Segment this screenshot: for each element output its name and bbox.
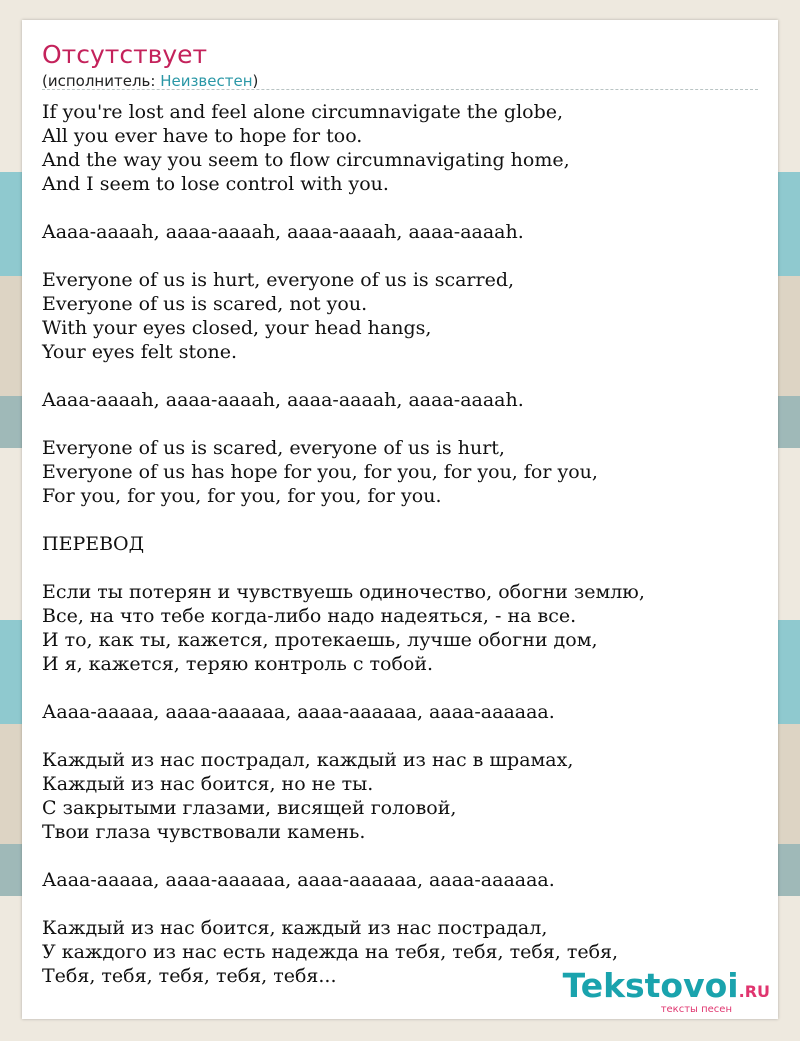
artist-suffix: ) <box>252 72 259 90</box>
lyric-line: Твои глаза чувствовали камень. <box>42 821 366 843</box>
lyric-line <box>42 892 758 916</box>
lyric-line: Aaaa-aaaah, aaaa-aaaah, aaaa-aaaah, aaaa-aaaah. <box>42 221 524 243</box>
lyrics-card <box>22 20 778 1019</box>
lyric-line: With your eyes closed, your head hangs, <box>42 317 432 339</box>
lyric-line <box>42 844 758 868</box>
lyric-line <box>42 556 758 580</box>
lyrics-text <box>42 100 758 988</box>
lyric-line: Everyone of us is hurt, everyone of us is scarred, <box>42 269 515 291</box>
lyric-line: Каждый из нас пострадал, каждый из нас в шрамах, <box>42 749 574 771</box>
lyric-line: Аааа-ааааа, аааа-аааааа, аааа-аааааа, аааа-аааааа. <box>42 701 555 723</box>
logo-wordmark <box>562 966 770 1009</box>
artist-link[interactable]: Неизвестен <box>160 72 253 90</box>
lyric-line: Все, на что тебе когда-либо надо надеяться, - на все. <box>42 605 577 627</box>
title-divider <box>42 89 758 90</box>
lyric-line <box>42 412 758 436</box>
lyric-line: All you ever have to hope for too. <box>42 125 363 147</box>
lyric-line: Your eyes felt stone. <box>42 341 238 363</box>
lyric-line: И то, как ты, кажется, протекаешь, лучше обогни дом, <box>42 629 598 651</box>
lyric-line <box>42 724 758 748</box>
artist-line <box>42 71 258 91</box>
lyric-line: Everyone of us has hope for you, for you, for you, for you, <box>42 461 598 483</box>
lyric-line: Каждый из нас боится, но не ты. <box>42 773 374 795</box>
lyric-line <box>42 508 758 532</box>
lyric-line <box>42 676 758 700</box>
logo-main-text: Tekstovoi <box>562 966 739 1005</box>
lyric-line: И я, кажется, теряю контроль с тобой. <box>42 653 434 675</box>
lyric-line: Aaaa-aaaah, aaaa-aaaah, aaaa-aaaah, aaaa-aaaah. <box>42 389 524 411</box>
lyric-line <box>42 244 758 268</box>
lyric-line: And I seem to lose control with you. <box>42 173 389 195</box>
lyric-line: ПЕРЕВОД <box>42 533 145 555</box>
lyric-line: С закрытыми глазами, висящей головой, <box>42 797 457 819</box>
lyric-line: Тебя, тебя, тебя, тебя, тебя... <box>42 965 337 987</box>
artist-prefix: (исполнитель: <box>42 72 161 90</box>
lyric-line <box>42 364 758 388</box>
lyric-line: Каждый из нас боится, каждый из нас пострадал, <box>42 917 548 939</box>
lyric-line: If you're lost and feel alone circumnavigate the globe, <box>42 101 564 123</box>
site-logo[interactable] <box>562 966 770 1015</box>
lyric-line <box>42 196 758 220</box>
lyric-line: Everyone of us is scared, not you. <box>42 293 368 315</box>
lyric-line: У каждого из нас есть надежда на тебя, тебя, тебя, тебя, <box>42 941 619 963</box>
song-title: Отсутствует <box>42 40 208 69</box>
lyric-line: Everyone of us is scared, everyone of us is hurt, <box>42 437 505 459</box>
lyric-line: Если ты потерян и чувствуешь одиночество, обогни землю, <box>42 581 645 603</box>
lyric-line: Аааа-ааааа, аааа-аааааа, аааа-аааааа, аааа-аааааа. <box>42 869 555 891</box>
logo-tld: .RU <box>738 982 770 1001</box>
logo-subtitle: тексты песен <box>660 1004 732 1015</box>
lyric-line: For you, for you, for you, for you, for you. <box>42 485 442 507</box>
lyric-line: And the way you seem to flow circumnavigating home, <box>42 149 570 171</box>
